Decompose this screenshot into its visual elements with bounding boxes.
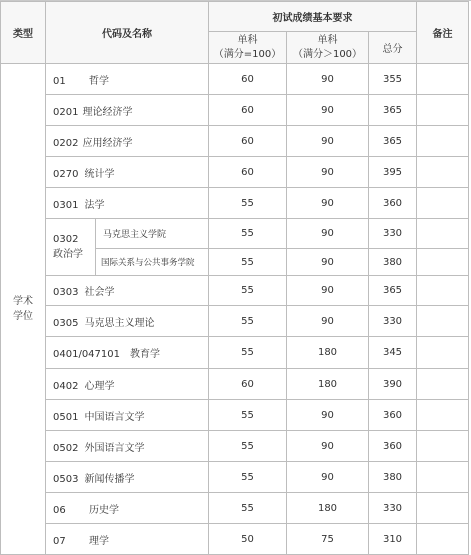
subject-code: 07	[53, 535, 66, 547]
single-gt100-cell: 90	[287, 64, 369, 95]
remark-cell	[417, 369, 469, 400]
politics-name: 政治学	[53, 249, 83, 260]
total-cell: 380	[369, 462, 417, 493]
header-single-subject-gt100	[287, 32, 369, 64]
category-line-2: 学位	[13, 311, 33, 322]
header-single-subject-label: 单科	[317, 34, 338, 46]
single-100-cell: 55	[209, 431, 287, 462]
single-gt100-cell: 90	[287, 95, 369, 126]
subject-cell	[46, 431, 209, 462]
single-gt100-cell: 90	[287, 276, 369, 306]
header-single-subject-100	[209, 32, 287, 64]
subject-name: 历史学	[89, 504, 119, 516]
remark-cell	[417, 276, 469, 306]
single-100-cell: 50	[209, 524, 287, 555]
single-100-cell: 55	[209, 462, 287, 493]
subject-name: 理学	[89, 535, 109, 547]
total-cell: 360	[369, 188, 417, 219]
subject-name: 哲学	[89, 75, 109, 87]
single-100-cell: 55	[209, 306, 287, 337]
total-cell: 365	[369, 95, 417, 126]
subject-name: 中国语言文学	[84, 411, 145, 423]
total-cell: 365	[369, 126, 417, 157]
subject-code: 0305	[53, 317, 79, 329]
subject-code: 0303	[53, 287, 79, 298]
subject-cell	[46, 276, 209, 306]
subject-code: 0201	[53, 106, 79, 118]
single-100-cell: 55	[209, 249, 287, 276]
subject-code: 0402	[53, 380, 79, 392]
header-basic-requirement: 初试成绩基本要求	[209, 2, 417, 32]
table-row	[1, 462, 469, 493]
subject-name: 心理学	[84, 380, 115, 392]
single-gt100-cell: 90	[287, 188, 369, 219]
table-row	[1, 157, 469, 188]
subject-name: 马克思主义理论	[84, 317, 155, 329]
single-gt100-cell: 90	[287, 400, 369, 431]
subject-cell	[46, 462, 209, 493]
subject-cell	[46, 337, 209, 369]
total-cell: 380	[369, 249, 417, 276]
subject-name: 应用经济学	[82, 137, 133, 149]
subject-code: 0501	[53, 411, 79, 423]
single-100-cell: 55	[209, 276, 287, 306]
subject-cell	[46, 306, 209, 337]
single-100-cell: 55	[209, 188, 287, 219]
subject-code: 0301	[53, 199, 79, 211]
single-gt100-cell: 90	[287, 431, 369, 462]
header-type: 类型	[1, 2, 46, 64]
single-100-cell: 55	[209, 337, 287, 369]
category-line-1: 学术	[13, 296, 33, 307]
subject-cell	[46, 369, 209, 400]
total-cell: 345	[369, 337, 417, 369]
single-100-cell: 60	[209, 95, 287, 126]
single-gt100-cell: 90	[287, 306, 369, 337]
subject-cell	[46, 126, 209, 157]
remark-cell	[417, 462, 469, 493]
remark-cell	[417, 337, 469, 369]
single-100-cell: 60	[209, 126, 287, 157]
category-cell	[1, 64, 46, 555]
single-gt100-cell: 180	[287, 369, 369, 400]
subject-name: 教育学	[130, 349, 160, 360]
table-row	[1, 95, 469, 126]
score-requirements-table	[0, 1, 469, 555]
header-total: 总分	[369, 32, 417, 64]
politics-code: 0302	[53, 234, 79, 245]
table-row	[1, 126, 469, 157]
table-row	[1, 493, 469, 524]
total-cell: 330	[369, 306, 417, 337]
remark-cell	[417, 249, 469, 276]
subject-cell	[46, 524, 209, 555]
subject-name: 社会学	[84, 287, 115, 298]
remark-cell	[417, 306, 469, 337]
subject-name: 统计学	[84, 168, 115, 180]
remark-cell	[417, 188, 469, 219]
table-row	[1, 524, 469, 555]
subject-name: 理论经济学	[82, 106, 133, 118]
subject-code: 0202	[53, 137, 79, 149]
remark-cell	[417, 431, 469, 462]
remark-cell	[417, 493, 469, 524]
table-row	[1, 337, 469, 369]
table-row	[1, 400, 469, 431]
table-row	[1, 64, 469, 95]
remark-cell	[417, 400, 469, 431]
header-code-name: 代码及名称	[46, 2, 209, 64]
subject-name: 法学	[84, 199, 105, 211]
subject-code: 0270	[53, 168, 79, 180]
subject-code: 0503	[53, 473, 79, 485]
header-single-subject-note: （满分=100）	[213, 48, 282, 60]
remark-cell	[417, 64, 469, 95]
subject-code: 0502	[53, 442, 79, 454]
header-remark: 备注	[417, 2, 469, 64]
subject-code: 06	[53, 504, 66, 516]
total-cell: 390	[369, 369, 417, 400]
table-row	[1, 188, 469, 219]
header-single-subject-label: 单科	[237, 34, 258, 46]
header-row-1	[1, 2, 469, 32]
single-gt100-cell: 90	[287, 462, 369, 493]
remark-cell	[417, 95, 469, 126]
politics-sub-name: 国际关系与公共事务学院	[96, 249, 209, 276]
subject-cell	[46, 64, 209, 95]
header-single-subject-note: （满分＞100）	[292, 48, 363, 60]
total-cell: 330	[369, 219, 417, 249]
subject-name: 外国语言文学	[84, 442, 145, 454]
single-gt100-cell: 75	[287, 524, 369, 555]
subject-cell	[46, 95, 209, 126]
single-100-cell: 55	[209, 493, 287, 524]
single-gt100-cell: 90	[287, 157, 369, 188]
total-cell: 395	[369, 157, 417, 188]
total-cell: 360	[369, 431, 417, 462]
single-gt100-cell: 90	[287, 126, 369, 157]
single-100-cell: 55	[209, 219, 287, 249]
total-cell: 360	[369, 400, 417, 431]
single-gt100-cell: 90	[287, 249, 369, 276]
single-gt100-cell: 180	[287, 493, 369, 524]
remark-cell	[417, 219, 469, 249]
total-cell: 355	[369, 64, 417, 95]
table-row	[1, 431, 469, 462]
table-row	[1, 369, 469, 400]
single-gt100-cell: 180	[287, 337, 369, 369]
politics-sub-name: 马克思主义学院	[96, 219, 209, 249]
subject-name: 新闻传播学	[84, 473, 135, 485]
total-cell: 330	[369, 493, 417, 524]
subject-cell	[46, 157, 209, 188]
single-100-cell: 60	[209, 64, 287, 95]
single-100-cell: 60	[209, 157, 287, 188]
remark-cell	[417, 157, 469, 188]
remark-cell	[417, 524, 469, 555]
single-100-cell: 60	[209, 369, 287, 400]
single-gt100-cell: 90	[287, 219, 369, 249]
subject-cell	[46, 188, 209, 219]
subject-cell	[46, 493, 209, 524]
remark-cell	[417, 126, 469, 157]
table-row-politics-1	[1, 219, 469, 249]
single-100-cell: 55	[209, 400, 287, 431]
total-cell: 310	[369, 524, 417, 555]
total-cell: 365	[369, 276, 417, 306]
table-row	[1, 306, 469, 337]
subject-code: 01	[53, 75, 66, 87]
subject-cell	[46, 400, 209, 431]
table-row	[1, 276, 469, 306]
subject-code: 0401/047101	[53, 349, 120, 360]
politics-cell	[46, 219, 96, 276]
